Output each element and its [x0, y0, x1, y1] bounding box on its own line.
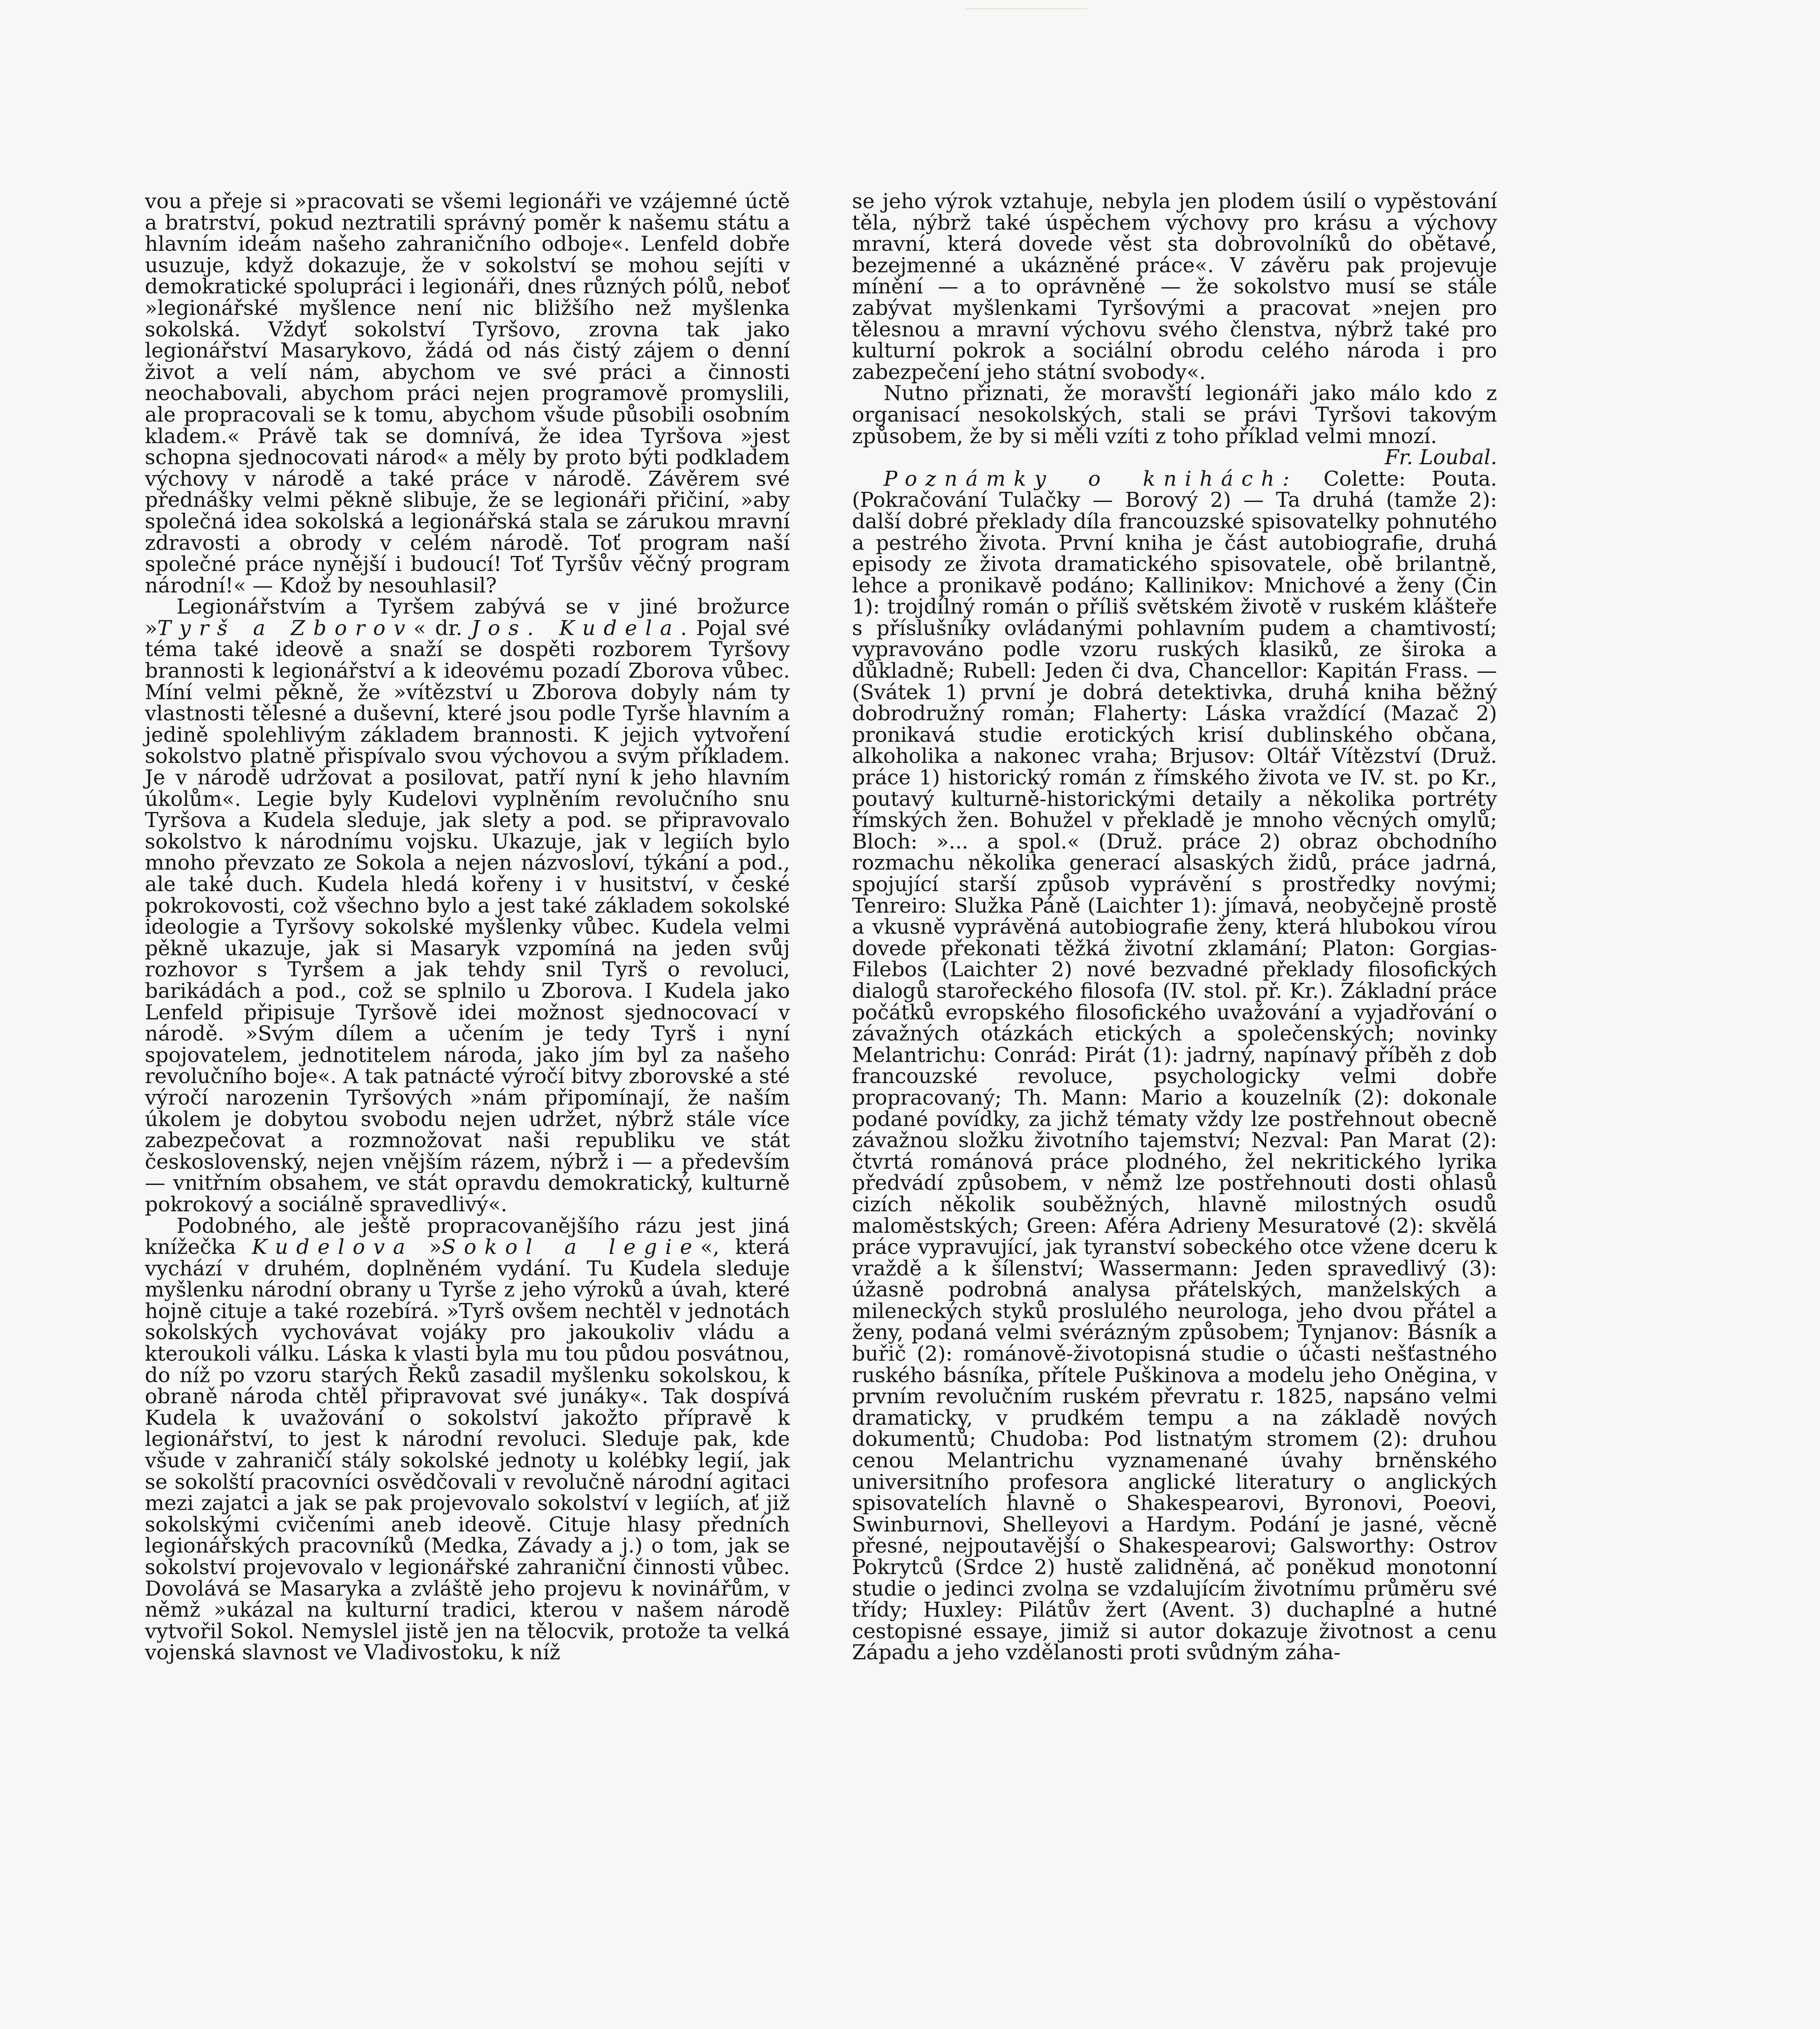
- author-name: Jos. Kudela: [471, 616, 681, 640]
- book-title: Sokol a legie: [441, 1235, 701, 1259]
- text-run: Colette: Pouta. (Pokračování Tulačky — Borový 2) — Ta druhá (tamže 2): další dobré překlady díla francouzské spisovatelky pohnutého a pestrého života. První kniha je část autobiografie, druhá episody ze života dramatického spisovatele, obě brilantně, lehce a pronikavě podáno; Kallinikov: Mnichové a ženy (Čin 1): trojdílný román o příliš světském životě v ruském klášteře s příslušníky ovládanými pohlavním pudem a chamtivostí; vypravováno podle vzoru ruských klasiků, ze široka a důkladně; Rubell: Jeden či dva, Chancellor: Kapitán Frass. — (Svátek 1) první je dobrá detektivka, druhá kniha běžný dobrodružný román; Flaherty: Láska vraždící (Mazač 2) pronikavá studie erotických krisí dublinského občana, alkoholika a nakonec vraha; Brjusov: Oltář Vítězství (Druž. práce 1) historický román z římského života ve IV. st. po Kr., poutavý kulturně-historickými detaily a několika portréty římských žen. Bohužel v překladě je mnoho věcných omylů; Bloch: »... a spol.« (Druž. práce 2) obraz obchodního rozmachu několika generací alsaských židů, práce jadrná, spojující starší způsob vyprávění s prostředky novými; Tenreiro: Služka Páně (Laichter 1): jímavá, neobyčejně prostě a vkusně vyprávěná autobiografie ženy, která hlubokou vírou dovede překonati těžká životní zklamání; Platon: Gorgias-Filebos (Laichter 2) nové bezvadné překlady filosofických dialogů starořeckého filosofa (IV. stol. př. Kr.). Základní práce počátků evropského filosofického uvažování a vyjadřování o závažných otázkách etických a společenských; novinky Melantrichu: Conrád: Pirát (1): jadrný, napínavý příběh z dob francouzské revoluce, psychologicky velmi dobře propracovaný; Th. Mann: Mario a kouzelník (2): dokonale podané povídky, za jichž tématy vždy lze postřehnout obecně závažnou složku životního tajemství; Nezval: Pan Marat (2): čtvrtá románová práce plodného, žel nekritického lyrika předvádí způsobem, v němž lze postřehnouti dosti ohlasů cizích několik souběžných, hlavně milostných osudů maloměstských; Green: Aféra Adrieny Mesuratové (2): skvělá práce vypravující, jak tyranství sobeckého otce vžene dceru k vraždě a k šílenství; Wassermann: Jeden spravedlivý (3): úžasně podrobná analysa přátelských, manželských a mileneckých styků proslulého neurologa, jeho dvou přátel a ženy, podaná velmi svérázným způsobem; Tynjanov: Básník a buřič (2): románově-životopisná studie o účasti nešťastného ruského básníka, přítele Puškinova a modelu jeho Oněgina, v prvním revolučním ruském převratu r. 1825, napsáno velmi dramaticky, v prudkém tempu a na základě nových dokumentů; Chudoba: Pod listnatým stromem (2): druhou cenou Melantrichu vyznamenané úvahy brněnského universitního profesora anglické literatury o anglických spisovatelích hlavně o Shakespearovi, Byronovi, Poeovi, Swinburnovi, Shelleyovi a Hardym. Podání je jasné, věcně přesné, nejpoutavější o Shakespearovi; Galsworthy: Ostrov Pokrytců (Srdce 2) hustě zalidněná, ač poněkud monotonní studie o jedinci zvolna se vzdalujícím životnímu průměru své třídy; Huxley: Pilátův žert (Avent. 3) duchaplné a hutné cestopisné essaye, jimiž si autor dokazuje životnost a cenu Západu a jeho vzdělanosti proti svůdným záha-: [852, 466, 1497, 1665]
- author-signature: Fr. Loubal.: [1385, 445, 1497, 470]
- paragraph: [852, 468, 1497, 1663]
- right-column: [852, 191, 1497, 1663]
- text-run: « dr.: [413, 616, 472, 640]
- section-heading: Poznámky o knihách:: [884, 466, 1298, 491]
- paragraph: [145, 596, 790, 1215]
- author-name: Kudelova: [252, 1235, 413, 1259]
- scan-artifact: [966, 8, 1087, 26]
- text-run: »: [413, 1235, 442, 1259]
- text-run: Legionářstvím a Tyršem zabývá se v jiné brožurce »: [145, 594, 790, 640]
- left-column: [145, 191, 790, 1663]
- text-run: Podobného, ale ještě propracovanějšího rázu jest jiná knížečka: [145, 1213, 790, 1259]
- book-title: Tyrš a Zborov: [157, 616, 413, 640]
- text-run: «, která vychází v druhém, doplněném vydání. Tu Kudela sleduje myšlenku národní obrany u Tyrše z jeho výroků a úvah, které hojně cituje a také rozebírá. »Tyrš ovšem nechtěl v jednotách sokolských vychovávat vojáky pro jakoukoliv vládu a kteroukoli válku. Láska k vlasti byla mu tou půdou posvátnou, do níž po vzoru starých Řeků zasadil myšlenku sokolskou, k obraně národa chtěl připravovat své junáky«. Tak dospívá Kudela k uvažování o sokolství jakožto přípravě k legionářství, to jest k národní revoluci. Sleduje pak, kde všude v zahraničí stály sokolské jednoty u kolébky legií, jak se sokolští pracovníci osvědčovali v revolučně národní agitaci mezi zajatci a jak se pak projevovalo sokolství v legiích, ať již sokolskými cvičeními aneb ideově. Cituje hlasy předních legionářských pracovníků (Medka, Závady a j.) o tom, jak se sokolství projevovalo v legionářské zahraniční činnosti vůbec. Dovolává se Masaryka a zvláště jeho projevu k novinářům, v němž »ukázal na kulturní tradici, kterou v našem národě vytvořil Sokol. Nemyslel jistě jen na tělocvik, protože ta velká vojenská slavnost ve Vladivostoku, k níž: [145, 1235, 790, 1665]
- paragraph: Nutno přiznati, že moravští legionáři jako málo kdo z organisací nesokolských, stali se právi Tyršovi takovým způsobem, že by si měli vzíti z toho příklad velmi mnozí.: [852, 381, 1497, 448]
- paragraph: vou a přeje si »pracovati se všemi legionáři ve vzájemné úctě a bratrství, pokud neztratili správný poměr k našemu státu a hlavním ideám našeho zahraničního odboje«. Lenfeld dobře usuzuje, když dokazuje, že v sokolství se mohou sejíti v demokratické spolupráci i legionáři, dnes různých pólů, neboť »legionářské myšlence není nic bližšího než myšlenka sokolská. Vždyť sokolství Tyršovo, zrovna tak jako legionářství Masarykovo, žádá od nás čistý zájem o denní život a velí nám, abychom ve své práci a činnosti neochabovali, abychom práci nejen programově promyslili, ale propracovali se k tomu, abychom všude působili osobním kladem.« Právě tak se domnívá, že idea Tyršova »jest schopna sjednocovati národ« a měly by proto býti podkladem výchovy v národě a také práce v národě. Závěrem své přednášky velmi pěkně slibuje, že se legionáři přičiní, »aby společná idea sokolská a legionářská stala se zárukou mravní zdravosti a obrody v celém národě. Toť program naší společné práce nynější i budoucí! Toť Tyršův věčný program národní!« — Kdož by nesouhlasil?: [145, 189, 790, 597]
- text-run: . Pojal své téma také ideově a snaží se dospěti rozborem Tyršovy brannosti k legionářství a k ideovému pozadí Zborova vůbec. Míní velmi pěkně, že »vítězství u Zborova dobyly nám ty vlastnosti tělesné a duševní, které jsou podle Tyrše hlavním a jedině spolehlivým základem brannosti. K jejich vytvoření sokolstvo platně přispívalo svou výchovou a svým příkladem. Je v národě udržovat a posilovat, patří nyní k jeho hlavním úkolům«. Legie byly Kudelovi vyplněním revolučního snu Tyršova a Kudela sleduje, jak slety a pod. se připravovalo sokolstvo k národnímu vojsku. Ukazuje, jak v legiích bylo mnoho převzato ze Sokola a nejen názvosloví, týkání a pod., ale také duch. Kudela hledá kořeny i v husitství, v české pokrokovosti, což všechno bylo a jest také základem sokolské ideologie a Tyršovy sokolské myšlenky vůbec. Kudela velmi pěkně ukazuje, jak si Masaryk vzpomíná na jeden svůj rozhovor s Tyršem a jak tehdy snil Tyrš o revoluci, barikádách a pod., což se splnilo u Zborova. I Kudela jako Lenfeld připisuje Tyršově idei možnost sjednocovací v národě. »Svým dílem a učením je tedy Tyrš i nyní spojovatelem, jednotitelem národa, jako jím byl za našeho revolučního boje«. A tak patnácté výročí bitvy zborovské a sté výročí narozenin Tyršových »nám připomínají, že naším úkolem je dobytou svobodu nejen udržet, nýbrž stále více zabezpečovat a rozmnožovat naši republiku ve stát československý, nejen vnějším rázem, nýbrž i — a především — vnitřním obsahem, ve stát opravdu demokratický, kulturně pokrokový a sociálně spravedlivý«.: [145, 616, 790, 1216]
- paragraph: [145, 1215, 790, 1663]
- paragraph: se jeho výrok vztahuje, nebyla jen plodem úsilí o vypěstování těla, nýbrž také úspěchem výchovy pro krásu a výchovy mravní, která dovede věst sta dobrovolníků do obětavé, bezejmenné a ukázněné práce«. V závěru pak projevuje mínění — a to oprávněné — že sokolstvo musí se stále zabývat myšlenkami Tyršovými a pracovat »nejen pro tělesnou a mravní výchovu svého členstva, nýbrž také pro kulturní pokrok a sociální obrodu celého národa i pro zabezpečení jeho státní svobody«.: [852, 189, 1497, 384]
